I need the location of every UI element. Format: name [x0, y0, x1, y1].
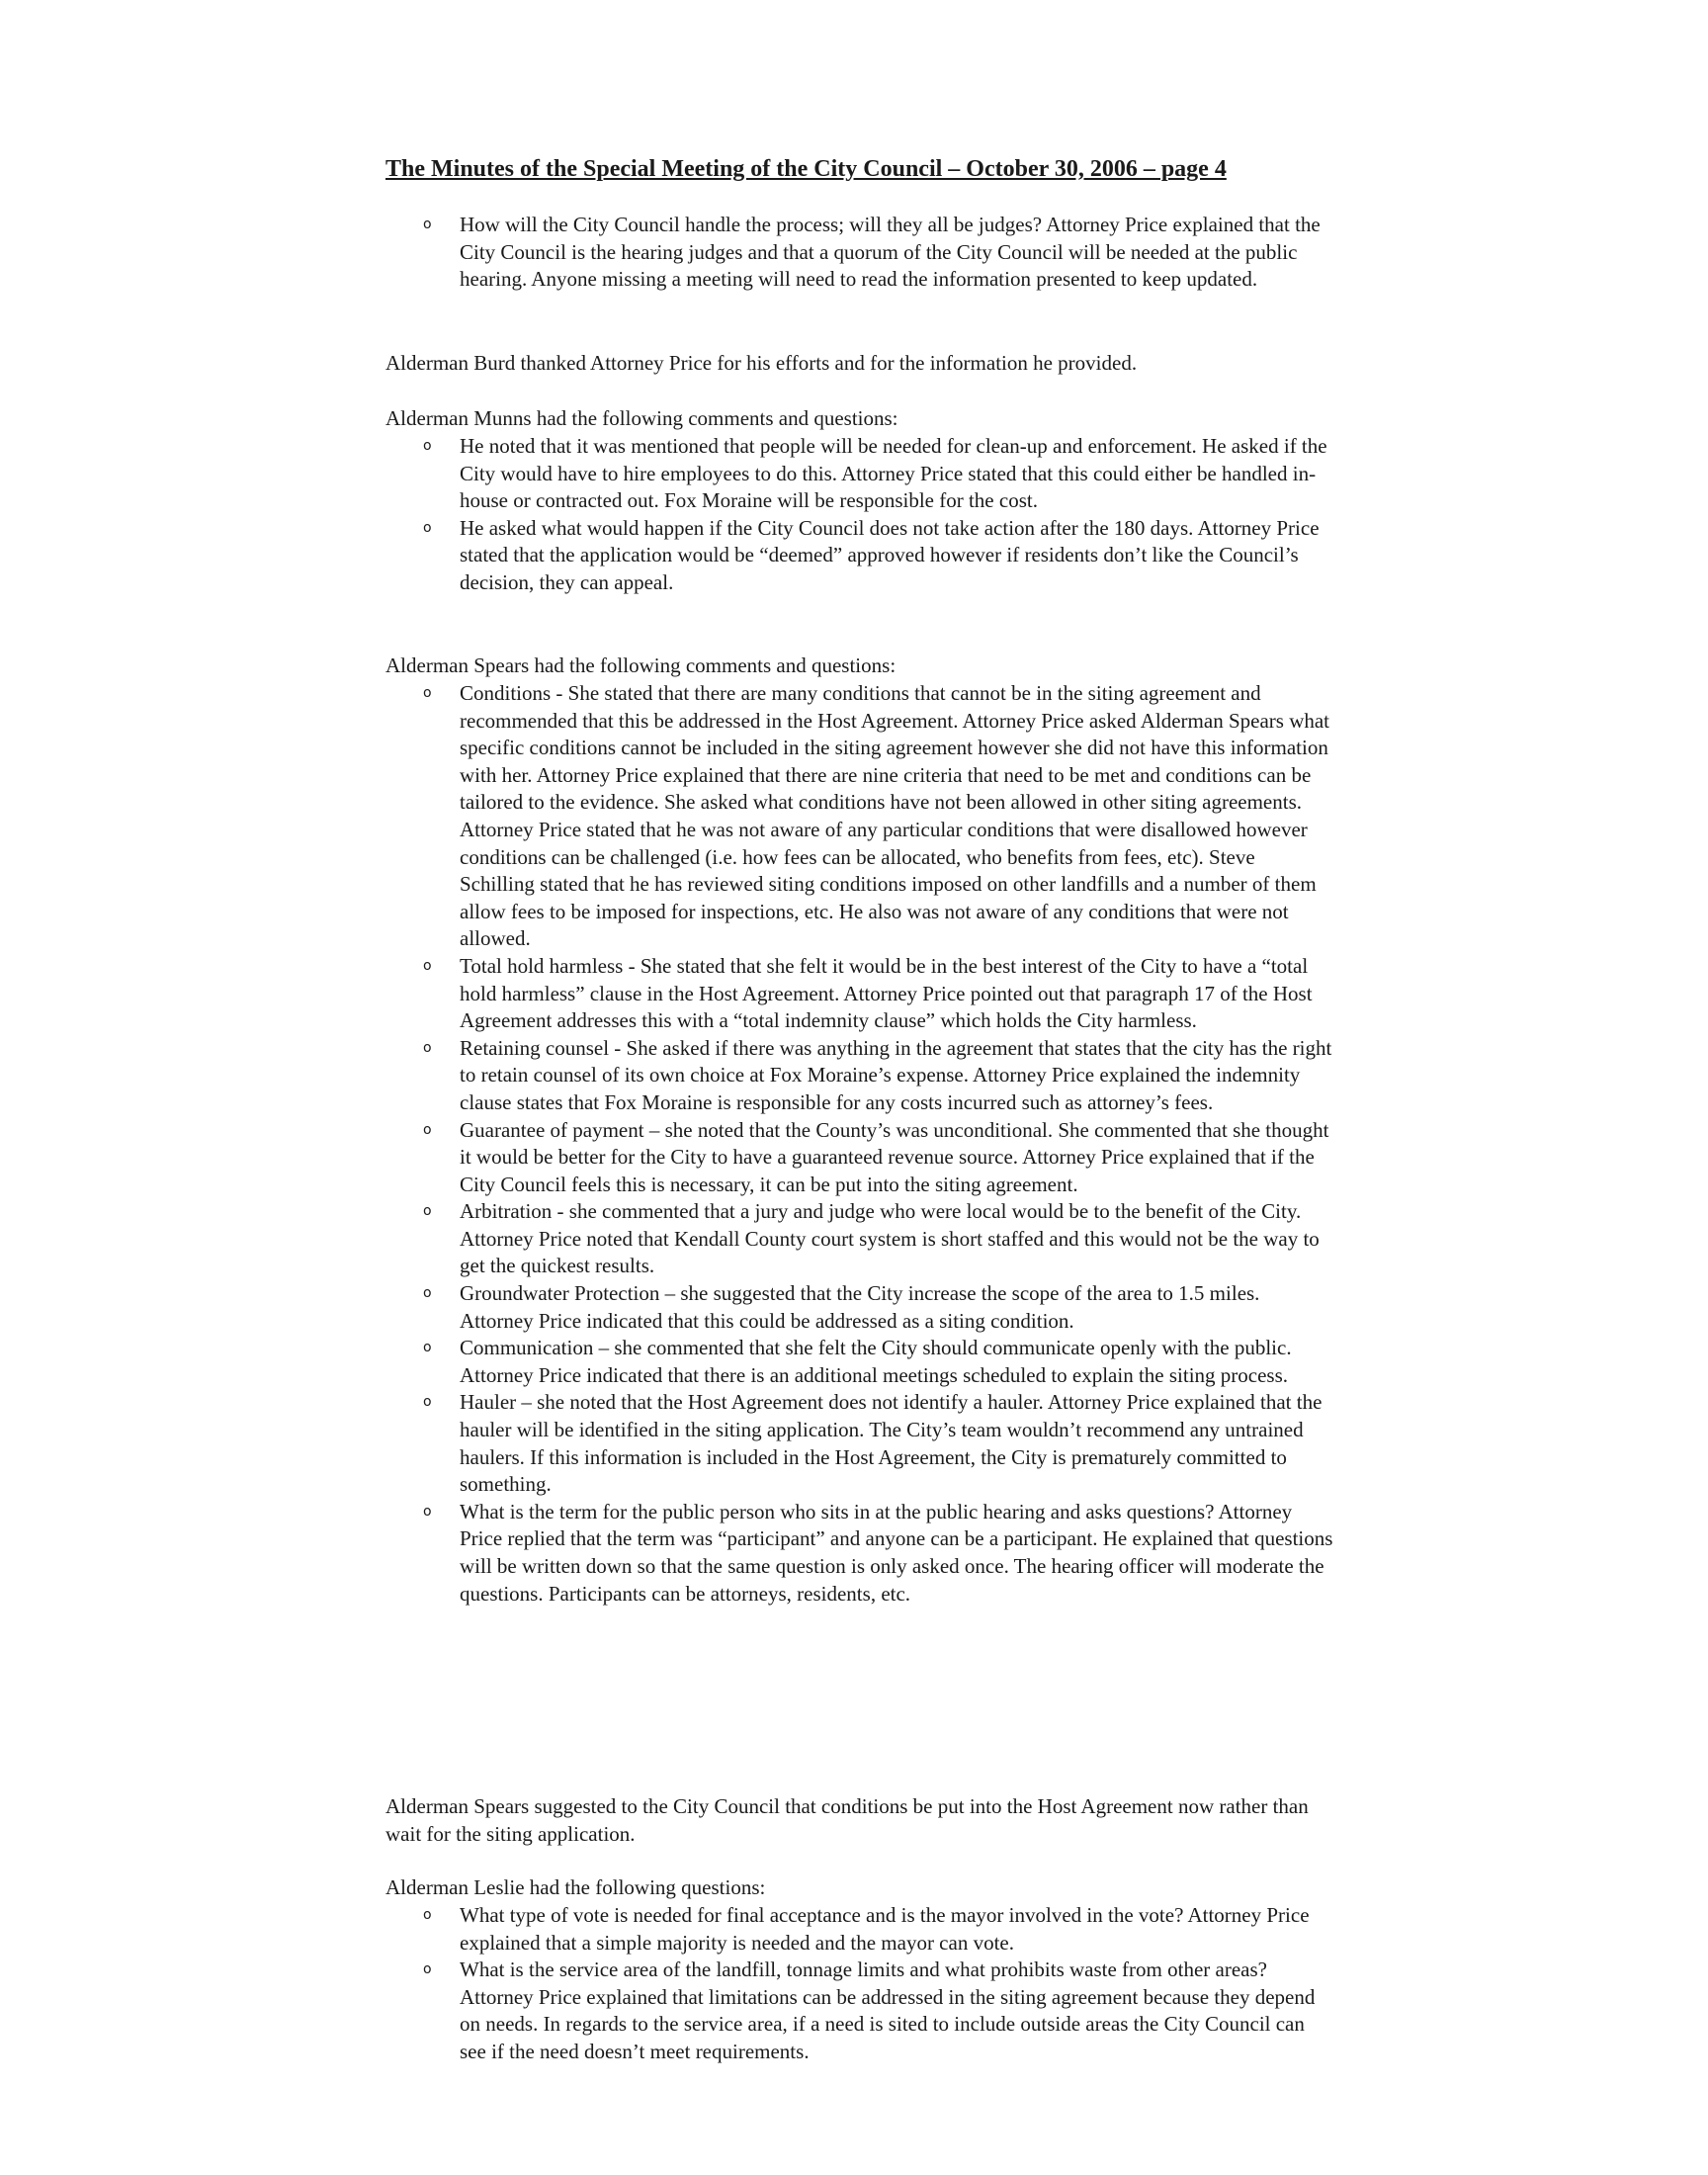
- list-item: [423, 1117, 1334, 1199]
- bullet-list-spears: [423, 680, 1334, 1608]
- list-item: [423, 1902, 1334, 1957]
- page-title: The Minutes of the Special Meeting of the City Council – October 30, 2006 – page 4: [385, 156, 1227, 182]
- paragraph-burd: Alderman Burd thanked Attorney Price for his efforts and for the information he provided.: [385, 351, 1138, 375]
- bullet-icon: o: [423, 1907, 432, 1923]
- bullet-icon: o: [423, 1503, 432, 1520]
- bullet-text: Guarantee of payment – she noted that the County’s was unconditional. She commented that she thought it would be better for the City to have a guaranteed revenue source. Attorney Price explained that if the City Council feels this is necessary, it can be put into the siting agreement.: [460, 1117, 1329, 1196]
- list-item: [423, 1957, 1334, 2065]
- bullet-text: What is the service area of the landfill, tonnage limits and what prohibits waste from other areas? Attorney Price explained that limitations can be addressed in the siting agreement because they depend on needs. In regards to the service area, if a need is sited to include outside areas the City Council can see if the need doesn’t meet requirements.: [460, 1958, 1316, 2063]
- paragraph-spears-suggestion: Alderman Spears suggested to the City Council that conditions be put into the Host Agreement now rather than wait for the siting application.: [385, 1794, 1309, 1846]
- list-item: [423, 515, 1334, 597]
- bullet-text: Communication – she commented that she felt the City should communicate openly with the public. Attorney Price indicated that there is an additional meetings scheduled to explain the siting process.: [460, 1336, 1292, 1387]
- bullet-text: Hauler – she noted that the Host Agreement does not identify a hauler. Attorney Price explained that the hauler will be identified in the siting application. The City’s team wouldn’t recommend any untrained haulers. If this information is included in the Host Agreement, the City is prematurely committed to something.: [460, 1390, 1323, 1497]
- paragraph-munns-intro: Alderman Munns had the following comments and questions:: [385, 406, 898, 430]
- bullet-text: Retaining counsel - She asked if there was anything in the agreement that states that the city has the right to retain counsel of its own choice at Fox Moraine’s expense. Attorney Price explained the indemnity clause states that Fox Moraine is responsible for any costs incurred such as attorney’s fees.: [460, 1035, 1332, 1114]
- bullet-icon: o: [423, 1394, 432, 1411]
- bullet-list-leslie: [423, 1902, 1334, 2066]
- list-item: [423, 1335, 1334, 1389]
- list-item: [423, 433, 1334, 515]
- bullet-icon: o: [423, 1039, 432, 1056]
- bullet-icon: o: [423, 957, 432, 974]
- bullet-icon: o: [423, 1340, 432, 1356]
- paragraph-spears-intro: Alderman Spears had the following comments and questions:: [385, 653, 897, 677]
- list-item: [423, 1280, 1334, 1335]
- list-item: [423, 1389, 1334, 1498]
- bullet-icon: o: [423, 1121, 432, 1138]
- bullet-text: He noted that it was mentioned that people will be needed for clean-up and enforcement. He asked if the City would have to hire employees to do this. Attorney Price stated that this could either be handled in-house or contracted out. Fox Moraine will be responsible for the cost.: [460, 434, 1327, 513]
- list-item: [423, 1035, 1334, 1117]
- bullet-text: He asked what would happen if the City Council does not take action after the 180 days. Attorney Price stated that the application would be “deemed” approved however if residents don’t like the Council’s decision, they can appeal.: [460, 515, 1320, 594]
- bullet-text: How will the City Council handle the process; will they all be judges? Attorney Price explained that the City Council is the hearing judges and that a quorum of the City Council will be needed at the public hearing. Anyone missing a meeting will need to read the information presented to keep updated.: [460, 213, 1321, 292]
- bullet-text: Conditions - She stated that there are many conditions that cannot be in the siting agreement and recommended that this be addressed in the Host Agreement. Attorney Price asked Alderman Spears what specific conditions cannot be included in the siting agreement however she did not have this information with her. Attorney Price explained that there are nine criteria that need to be met and conditions can be tailored to the evidence. She asked what conditions have not been allowed in other siting agreements. Attorney Price stated that he was not aware of any particular conditions that were disallowed however conditions can be challenged (i.e. how fees can be allocated, who benefits from fees, etc). Steve Schilling stated that he has reviewed siting conditions imposed on other landfills and a number of them allow fees to be imposed for inspections, etc. He also was not aware of any conditions that were not allowed.: [460, 681, 1330, 951]
- bullet-icon: o: [423, 685, 432, 701]
- bullet-list-munns: [423, 433, 1334, 597]
- bullet-list-process: [423, 212, 1334, 294]
- bullet-icon: o: [423, 438, 432, 454]
- list-item: [423, 680, 1334, 953]
- list-item: [423, 1198, 1334, 1280]
- bullet-icon: o: [423, 1203, 432, 1220]
- paragraph-leslie-intro: Alderman Leslie had the following questions:: [385, 1875, 766, 1899]
- bullet-text: Groundwater Protection – she suggested that the City increase the scope of the area to 1.5 miles. Attorney Price indicated that this could be addressed as a siting condition.: [460, 1281, 1260, 1333]
- bullet-text: What is the term for the public person who sits in at the public hearing and asks questions? Attorney Price replied that the term was “participant” and anyone can be a participant. He explained that questions will be written down so that the same question is only asked once. The hearing officer will moderate the questions. Participants can be attorneys, residents, etc.: [460, 1499, 1333, 1606]
- bullet-text: Total hold harmless - She stated that she felt it would be in the best interest of the City to have a “total hold harmless” clause in the Host Agreement. Attorney Price pointed out that paragraph 17 of the Host Agreement addresses this with a “total indemnity clause” which holds the City harmless.: [460, 953, 1313, 1033]
- bullet-text: What type of vote is needed for final acceptance and is the mayor involved in the vote? Attorney Price explained that a simple majority is needed and the mayor can vote.: [460, 1903, 1310, 1955]
- bullet-icon: o: [423, 217, 432, 232]
- bullet-icon: o: [423, 1961, 432, 1978]
- bullet-text: Arbitration - she commented that a jury and judge who were local would be to the benefit of the City. Attorney Price noted that Kendall County court system is short staffed and this would not be the way to get the quickest results.: [460, 1199, 1320, 1278]
- list-item: [423, 212, 1334, 294]
- list-item: [423, 1499, 1334, 1608]
- bullet-icon: o: [423, 1285, 432, 1302]
- list-item: [423, 953, 1334, 1035]
- bullet-icon: o: [423, 519, 432, 536]
